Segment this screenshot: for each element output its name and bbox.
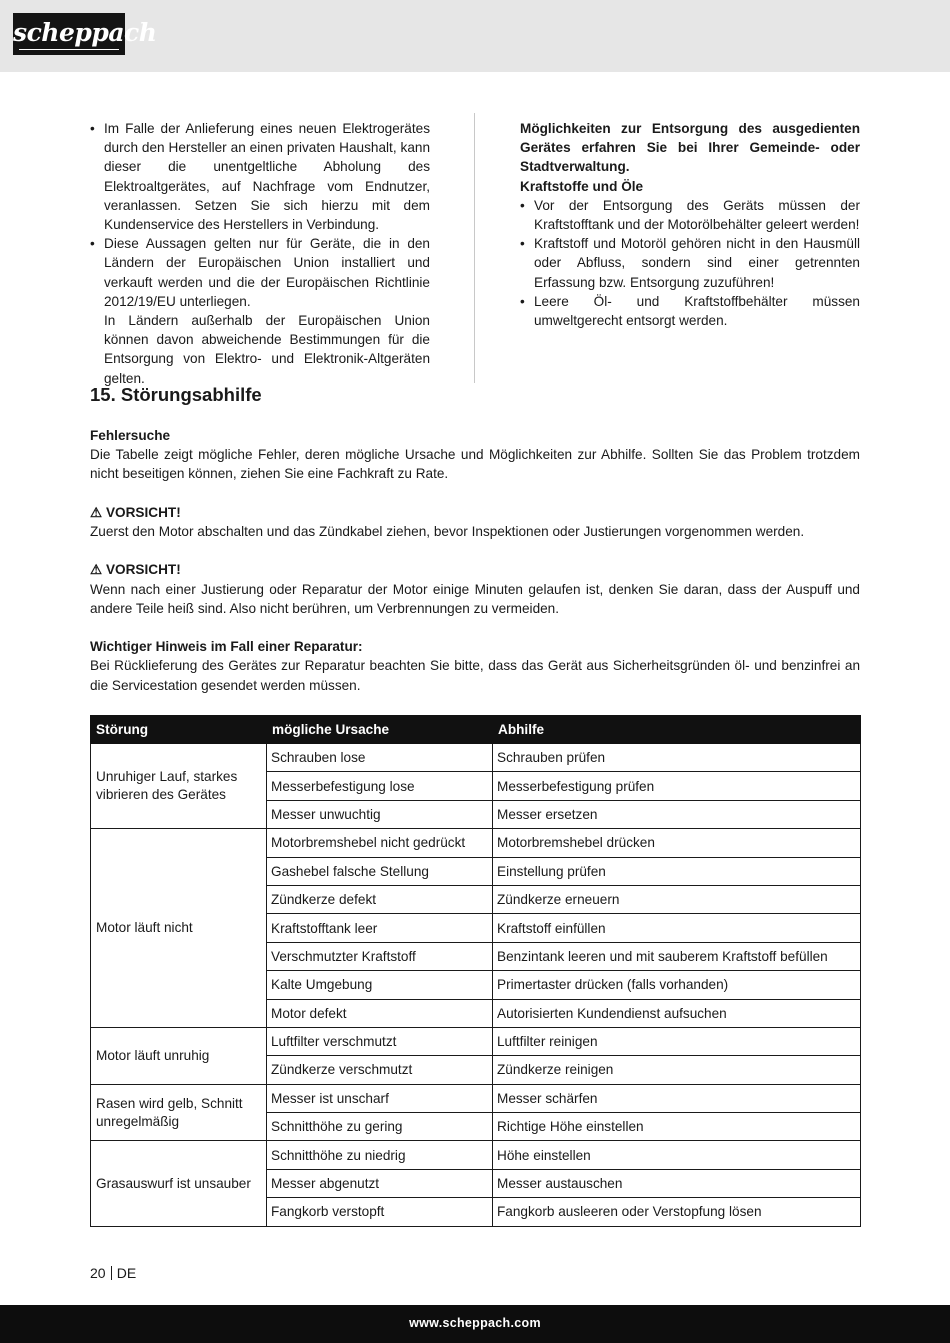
remedy-cell: Zündkerze erneuern bbox=[493, 885, 861, 913]
caution-text-1: Zuerst den Motor abschalten und das Zündkabel ziehen, bevor Inspektionen oder Justierungen vorgenommen werden. bbox=[90, 524, 805, 539]
remedy-cell: Benzintank leeren und mit sauberem Kraftstoff befüllen bbox=[493, 942, 861, 970]
repair-heading: Wichtiger Hinweis im Fall einer Reparatur: bbox=[90, 639, 363, 655]
right-bullet-item: • Leere Öl- und Kraftstoffbehälter müssen umweltgerecht entsorgt werden. bbox=[520, 292, 860, 330]
table-row bbox=[91, 1027, 861, 1055]
remedy-cell: Luftfilter reinigen bbox=[493, 1027, 861, 1055]
page-number bbox=[90, 1265, 136, 1281]
logo-text: scheppach bbox=[13, 18, 157, 47]
remedy-cell: Primertaster drücken (falls vorhanden) bbox=[493, 971, 861, 999]
cause-cell: Gashebel falsche Stellung bbox=[267, 857, 493, 885]
caution-heading-2: ⚠ VORSICHT! bbox=[90, 562, 181, 578]
cause-cell: Kalte Umgebung bbox=[267, 971, 493, 999]
fehlersuche-block bbox=[90, 426, 860, 484]
issue-cell: Unruhiger Lauf, starkes vibrieren des Gerätes bbox=[91, 744, 267, 829]
remedy-cell: Zündkerze reinigen bbox=[493, 1056, 861, 1084]
language-code: DE bbox=[116, 1265, 137, 1281]
footer-bar bbox=[0, 1305, 950, 1343]
cause-cell: Schnitthöhe zu gering bbox=[267, 1113, 493, 1141]
remedy-cell: Einstellung prüfen bbox=[493, 857, 861, 885]
remedy-cell: Messer schärfen bbox=[493, 1084, 861, 1112]
right-bullet-item: • Vor der Entsorgung des Geräts müssen der Kraftstofftank und der Motorölbehälter geleert werden! bbox=[520, 196, 860, 234]
cause-cell: Schrauben lose bbox=[267, 744, 493, 772]
table-header-row bbox=[91, 716, 861, 744]
caution-heading-1: ⚠ VORSICHT! bbox=[90, 504, 181, 520]
cause-cell: Motor defekt bbox=[267, 999, 493, 1027]
section-title: 15. Störungsabhilfe bbox=[90, 384, 262, 405]
header-abhilfe: Abhilfe bbox=[493, 716, 861, 744]
fuels-oils-heading: Kraftstoffe und Öle bbox=[520, 178, 644, 194]
left-bullet-list bbox=[90, 119, 430, 311]
cause-cell: Luftfilter verschmutzt bbox=[267, 1027, 493, 1055]
cause-cell: Messer abgenutzt bbox=[267, 1169, 493, 1197]
logo-underline bbox=[19, 49, 119, 51]
caution-block-2 bbox=[90, 560, 860, 618]
header-bar bbox=[0, 0, 950, 72]
repair-text: Bei Rücklieferung des Gerätes zur Reparatur beachten Sie bitte, dass das Gerät aus Sicherheitsgründen öl- und benzinfrei an die Servicestation gesendet werden müssen. bbox=[90, 658, 860, 693]
table-row bbox=[91, 829, 861, 857]
table-row bbox=[91, 1141, 861, 1169]
cause-cell: Messer unwuchtig bbox=[267, 800, 493, 828]
remedy-cell: Messerbefestigung prüfen bbox=[493, 772, 861, 800]
cause-cell: Verschmutzter Kraftstoff bbox=[267, 942, 493, 970]
disposal-intro: Möglichkeiten zur Entsorgung des ausgedienten Gerätes erfahren Sie bei Ihrer Gemeinde- oder Stadtverwaltung. bbox=[520, 121, 860, 175]
remedy-cell: Fangkorb ausleeren oder Verstopfung lösen bbox=[493, 1198, 861, 1226]
remedy-cell: Kraftstoff einfüllen bbox=[493, 914, 861, 942]
right-column bbox=[520, 119, 860, 330]
scheppach-logo bbox=[13, 13, 157, 55]
caution-text-2: Wenn nach einer Justierung oder Reparatur der Motor einige Minuten gelaufen ist, denken Sie daran, dass der Auspuff und andere Teile heiß sind. Also nicht berühren, um Verbrennungen zu vermeiden. bbox=[90, 581, 860, 616]
remedy-cell: Richtige Höhe einstellen bbox=[493, 1113, 861, 1141]
issue-cell: Grasauswurf ist unsauber bbox=[91, 1141, 267, 1226]
remedy-cell: Messer austauschen bbox=[493, 1169, 861, 1197]
cause-cell: Motorbremshebel nicht gedrückt bbox=[267, 829, 493, 857]
left-bullet-item: • Im Falle der Anlieferung eines neuen Elektrogerätes durch den Hersteller an einen privaten Haushalt, kann dieser die unentgeltliche Abholung des Elektroaltgerätes, auf Nachfrage vom Endnutzer, veranlassen. Setzen Sie sich hierzu mit dem Kundenservice des Herstellers in Verbindung. bbox=[90, 119, 430, 234]
repair-block bbox=[90, 637, 860, 695]
main-text bbox=[90, 426, 860, 714]
cause-cell: Kraftstofftank leer bbox=[267, 914, 493, 942]
remedy-cell: Höhe einstellen bbox=[493, 1141, 861, 1169]
table-row bbox=[91, 1084, 861, 1112]
website-link[interactable]: www.scheppach.com bbox=[409, 1316, 541, 1330]
caution-block-1 bbox=[90, 503, 860, 541]
remedy-cell: Schrauben prüfen bbox=[493, 744, 861, 772]
column-divider bbox=[474, 113, 475, 383]
left-note: In Ländern außerhalb der Europäischen Union können davon abweichende Bestimmungen für die Entsorgung von Elektro- und Elektronik-Altgeräten gelten. bbox=[104, 313, 430, 386]
page-separator bbox=[111, 1266, 112, 1280]
table-row bbox=[91, 744, 861, 772]
issue-cell: Motor läuft unruhig bbox=[91, 1027, 267, 1084]
left-bullet-item: • Diese Aussagen gelten nur für Geräte, die in den Ländern der Europäischen Union installiert und verkauft werden und die der Europäischen Richtlinie 2012/19/EU unterliegen. bbox=[90, 234, 430, 311]
right-bullet-item: • Kraftstoff und Motoröl gehören nicht in den Hausmüll oder Abfluss, sondern sind einer getrennten Erfassung bzw. Entsorgung zuzuführen! bbox=[520, 234, 860, 292]
fehlersuche-heading: Fehlersuche bbox=[90, 428, 171, 443]
remedy-cell: Motorbremshebel drücken bbox=[493, 829, 861, 857]
left-column bbox=[90, 119, 430, 388]
cause-cell: Zündkerze verschmutzt bbox=[267, 1056, 493, 1084]
remedy-cell: Messer ersetzen bbox=[493, 800, 861, 828]
cause-cell: Messer ist unscharf bbox=[267, 1084, 493, 1112]
cause-cell: Zündkerze defekt bbox=[267, 885, 493, 913]
cause-cell: Messerbefestigung lose bbox=[267, 772, 493, 800]
troubleshooting-table bbox=[90, 715, 861, 1227]
header-ursache: mögliche Ursache bbox=[267, 716, 493, 744]
cause-cell: Fangkorb verstopft bbox=[267, 1198, 493, 1226]
remedy-cell: Autorisierten Kundendienst aufsuchen bbox=[493, 999, 861, 1027]
issue-cell: Rasen wird gelb, Schnitt unregelmäßig bbox=[91, 1084, 267, 1141]
cause-cell: Schnitthöhe zu niedrig bbox=[267, 1141, 493, 1169]
right-bullet-list bbox=[520, 196, 860, 330]
fehlersuche-text: Die Tabelle zeigt mögliche Fehler, deren mögliche Ursache und Möglichkeiten zur Abhilfe. Sollten Sie das Problem trotzdem nicht beseitigen können, ziehen Sie eine Fachkraft zu Rate. bbox=[90, 447, 860, 482]
header-stoerung: Störung bbox=[91, 716, 267, 744]
issue-cell: Motor läuft nicht bbox=[91, 829, 267, 1028]
page-number-value: 20 bbox=[90, 1265, 106, 1281]
